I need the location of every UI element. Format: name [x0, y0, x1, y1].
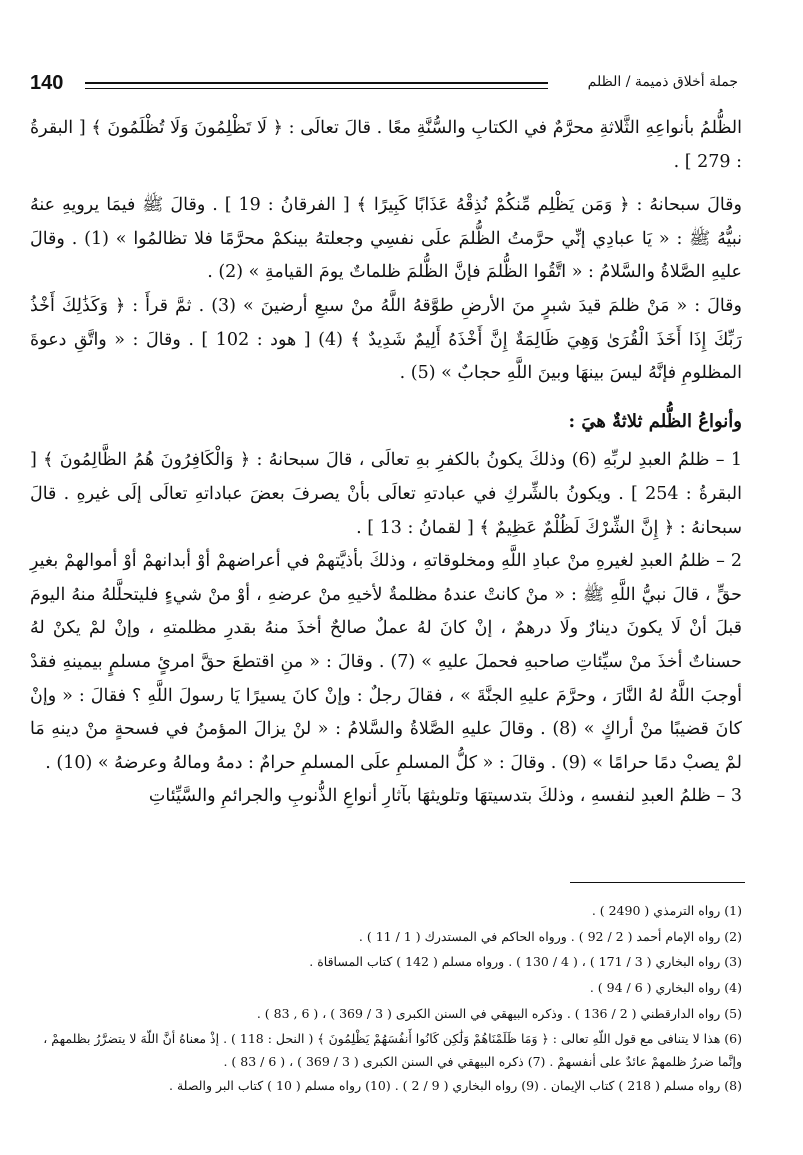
- list-item-2: 2 – ظلمُ العبدِ لغيرهِ منْ عبادِ اللَّهِ ومخلوقاتهِ ، وذلكَ بأذيَّتهمْ في أعراضهمْ أوْ أبدانهمْ أوْ أموالهمْ بغيرِ حقٍّ ، قالَ نبيُّ اللَّهِ ﷺ : « منْ كانتْ عندهُ مظلمةٌ لأخيهِ منْ عرضهِ ، أوْ منْ شيءٍ فليتحلَّلهُ منهُ اليومَ قبلَ أنْ لَا يكونَ دينارٌ ولَا درهمٌ ، إنْ كانَ لهُ عملٌ صالحٌ أخذَ منهُ بقدرِ مظلمتهِ ، وإنْ لمْ يكنْ لهُ حسناتٌ أخذَ منْ سيِّئاتِ صاحبهِ فحملَ عليهِ » (7) . وقالَ : « منِ اقتطعَ حقَّ امرئٍ مسلمٍ بيمينهِ فقدْ أوجبَ اللَّهُ لهُ النَّارَ ، وحرَّمَ عليهِ الجنَّةَ » ، فقالَ رجلٌ : وإنْ كانَ يسيرًا يَا رسولَ اللَّهِ ؟ فقالَ : « وإنْ كانَ قضيبًا منْ أراكٍ » (8) . وقالَ عليهِ الصَّلاةُ والسَّلامُ : « لنْ يزالَ المؤمنُ في فسحةٍ منْ دينهِ مَا لمْ يصبْ دمًا حرامًا » (9) . وقالَ : « كلُّ المسلمِ علَى المسلمِ حرامٌ : دمهُ ومالهُ وعرضهُ » (10) .: [30, 551, 743, 773]
- page-number: 140: [30, 72, 64, 94]
- running-title: جملة أخلاق ذميمة / الظلم: [587, 74, 738, 90]
- footnote-2: (2) رواه الإمام أحمد ( 2 / 92 ) . ورواه الحاكم في المستدرك ( 1 / 11 ) .: [358, 928, 742, 944]
- page-header: [30, 72, 738, 102]
- header-rule: [85, 82, 548, 89]
- footnote-8-10: (8) رواه مسلم ( 218 ) كتاب الإيمان . (9) رواه البخاري ( 9 / 2 ) . (10) رواه مسلم ( 10 ) كتاب البر والصلة .: [169, 1077, 742, 1093]
- paragraph-verses: وقالَ سبحانهُ : ﴿ وَمَن يَظْلِم مِّنكُمْ نُذِقْهُ عَذَابًا كَبِيرًا ﴾ [ الفرقانُ : 19 ] . وقالَ ﷺ فيمَا يرويهِ عنهُ نبيُّهُ ﷺ : « يَا عبادِي إنِّي حرَّمتُ الظُّلمَ علَى نفسِي وجعلتهُ بينكمْ محرَّمًا فلا تظالمُوا » (1) . وقالَ عليهِ الصَّلاةُ والسَّلامُ : « اتَّقُوا الظُّلمَ فإنَّ الظُّلمَ ظلماتٌ يومَ القيامةِ » (2) .: [30, 195, 743, 283]
- footnote-3: (3) رواه البخاري ( 3 / 171 ) ، ( 4 / 130 ) . ورواه مسلم ( 142 ) كتاب المساقاة .: [309, 954, 742, 970]
- paragraph-intro: الظُّلمُ بأنواعِهِ الثَّلاثةِ محرَّمٌ في الكتابِ والسُّنَّةِ معًا . قالَ تعالَى : ﴿ لَا تَظْلِمُونَ وَلَا تُظْلَمُونَ ﴾ [ البقرةُ : 279 ] .: [30, 118, 742, 172]
- footnote-5: (5) رواه الدارقطني ( 2 / 136 ) . وذكره البيهقي في السنن الكبرى ( 3 / 369 ) ، ( 6 , 83 ) .: [256, 1005, 742, 1021]
- footnote-6-7: (6) هذا لا يتنافى مع قول اللّهِ تعالى : ﴿ وَمَا ظَلَمْنَاهُمْ وَلَٰكِن كَانُوا أَنفُسَهُمْ يَظْلِمُونَ ﴾ ( النحل : 118 ) . إذْ معناهُ أنَّ اللّهَ لا يتضرَّرُ بظلمهمْ ، وإنَّما ضررُ ظلمهمْ عائدٌ على أنفسهمْ . (7) ذكره البيهقي في السنن الكبرى ( 3 / 369 ) ، ( 6 / 83 ) .: [43, 1030, 742, 1069]
- section-heading: وأنواعُ الظُّلم ثلاثةٌ هيَ :: [568, 410, 742, 432]
- footnote-1: (1) رواه الترمذي ( 2490 ) .: [591, 903, 742, 918]
- list-item-3: 3 – ظلمُ العبدِ لنفسهِ ، وذلكَ بتدسيتهَا وتلويثهَا بآثارِ أنواعِ الذُّنوبِ والجرائمِ والسَّيِّئاتِ: [148, 786, 742, 807]
- paragraph-hadith: وقالَ : « مَنْ ظلمَ قيدَ شبرٍ منَ الأرضِ طوَّقهُ اللَّهُ منْ سبعِ أرضينَ » (3) . ثمَّ قرأَ : ﴿ وَكَذَٰلِكَ أَخْذُ رَبِّكَ إِذَا أَخَذَ الْقُرَىٰ وَهِيَ ظَالِمَةٌ إِنَّ أَخْذَهُ أَلِيمٌ شَدِيدٌ ﴾ (4) [ هود : 102 ] . وقالَ : « واتَّقِ دعوةَ المظلومِ فإنَّهُ ليسَ بينهَا وبينَ اللَّهِ حجابٌ » (5) .: [30, 295, 742, 384]
- main-text: [30, 112, 742, 814]
- list-item-1: 1 – ظلمُ العبدِ لربِّهِ (6) وذلكَ يكونُ بالكفرِ بهِ تعالَى ، قالَ سبحانهُ : ﴿ وَالْكَافِرُونَ هُمُ الظَّالِمُونَ ﴾ [ البقرةُ : 254 ] . ويكونُ بالشِّركِ في عبادتهِ تعالَى بأنْ يصرفَ بعضَ عباداتهِ تعالَى إلَى غيرهِ . قالَ سبحانهُ : ﴿ إِنَّ الشِّرْكَ لَظُلْمٌ عَظِيمٌ ﴾ [ لقمانُ : 13 ] .: [30, 450, 742, 538]
- footnote-4: (4) رواه البخاري ( 6 / 94 ) .: [589, 980, 742, 996]
- footnote-separator: [570, 882, 745, 883]
- footnotes: [30, 898, 742, 1098]
